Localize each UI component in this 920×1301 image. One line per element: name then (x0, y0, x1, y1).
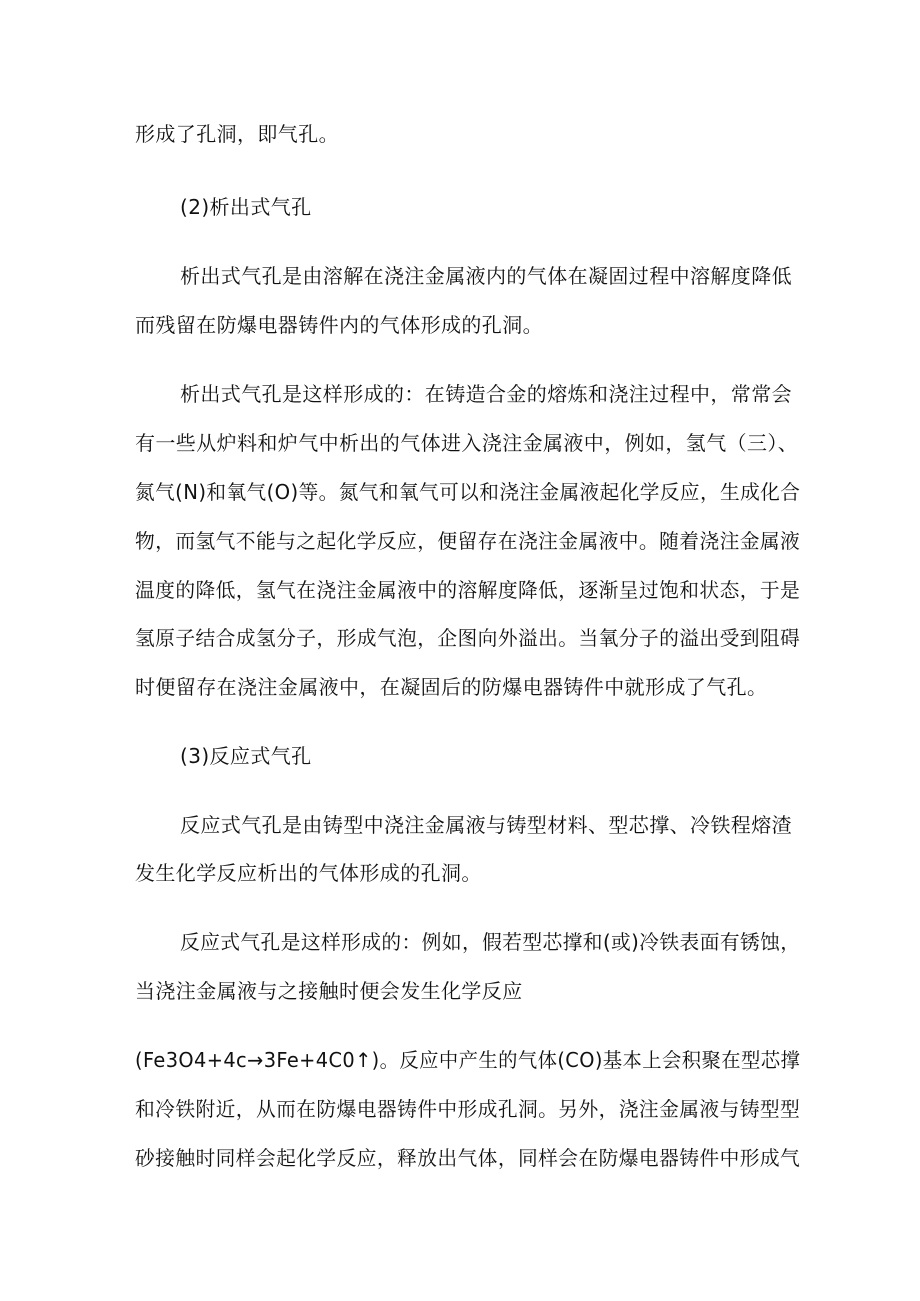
section-heading: (2)析出式气孔 (180, 195, 312, 219)
text-line: 反应式气孔是这样形成的：例如，假若型芯撑和(或)冷铁表面有锈蚀， (180, 930, 801, 954)
section-heading: (3)反应式气孔 (180, 744, 312, 768)
text-line: 发生化学反应析出的气体形成的孔洞。 (135, 861, 482, 885)
text-line: 砂接触时同样会起化学反应，释放出气体，同样会在防爆电器铸件中形成气 (135, 1146, 801, 1170)
text-line: 物，而氢气不能与之起化学反应，便留存在浇注金属液中。随着浇注金属液 (135, 529, 801, 553)
text-line: 反应式气孔是由铸型中浇注金属液与铸型材料、型芯撑、冷铁程熔渣 (180, 813, 792, 837)
text-line: 而残留在防爆电器铸件内的气体形成的孔洞。 (135, 313, 543, 337)
text-line: 时便留存在浇注金属液中，在凝固后的防爆电器铸件中就形成了气孔。 (135, 675, 768, 699)
text-line: 当浇注金属液与之接触时便会发生化学反应 (135, 979, 523, 1003)
text-line: 氮气(N)和氧气(O)等。氮气和氧气可以和浇注金属液起化学反应，生成化合 (135, 480, 801, 504)
text-line: (Fe3O4+4c→3Fe+4C0↑)。反应中产生的气体(CO)基本上会积聚在型芯撑 (135, 1048, 801, 1072)
text-line: 有一些从炉料和炉气中析出的气体进入浇注金属液中，例如，氢气（三）、 (135, 431, 799, 455)
text-line: 氢原子结合成氢分子，形成气泡，企图向外溢出。当氧分子的溢出受到阻碍 (135, 626, 801, 650)
text-line: 形成了孔洞，即气孔。 (135, 122, 339, 146)
text-line: 析出式气孔是这样形成的：在铸造合金的熔炼和浇注过程中，常常会 (180, 382, 792, 406)
text-line: 温度的降低，氢气在浇注金属液中的溶解度降低，逐渐呈过饱和状态，于是 (135, 578, 801, 602)
text-line: 析出式气孔是由溶解在浇注金属液内的气体在凝固过程中溶解度降低 (180, 264, 792, 288)
text-line: 和冷铁附近，从而在防爆电器铸件中形成孔洞。另外，浇注金属液与铸型型 (135, 1097, 801, 1121)
